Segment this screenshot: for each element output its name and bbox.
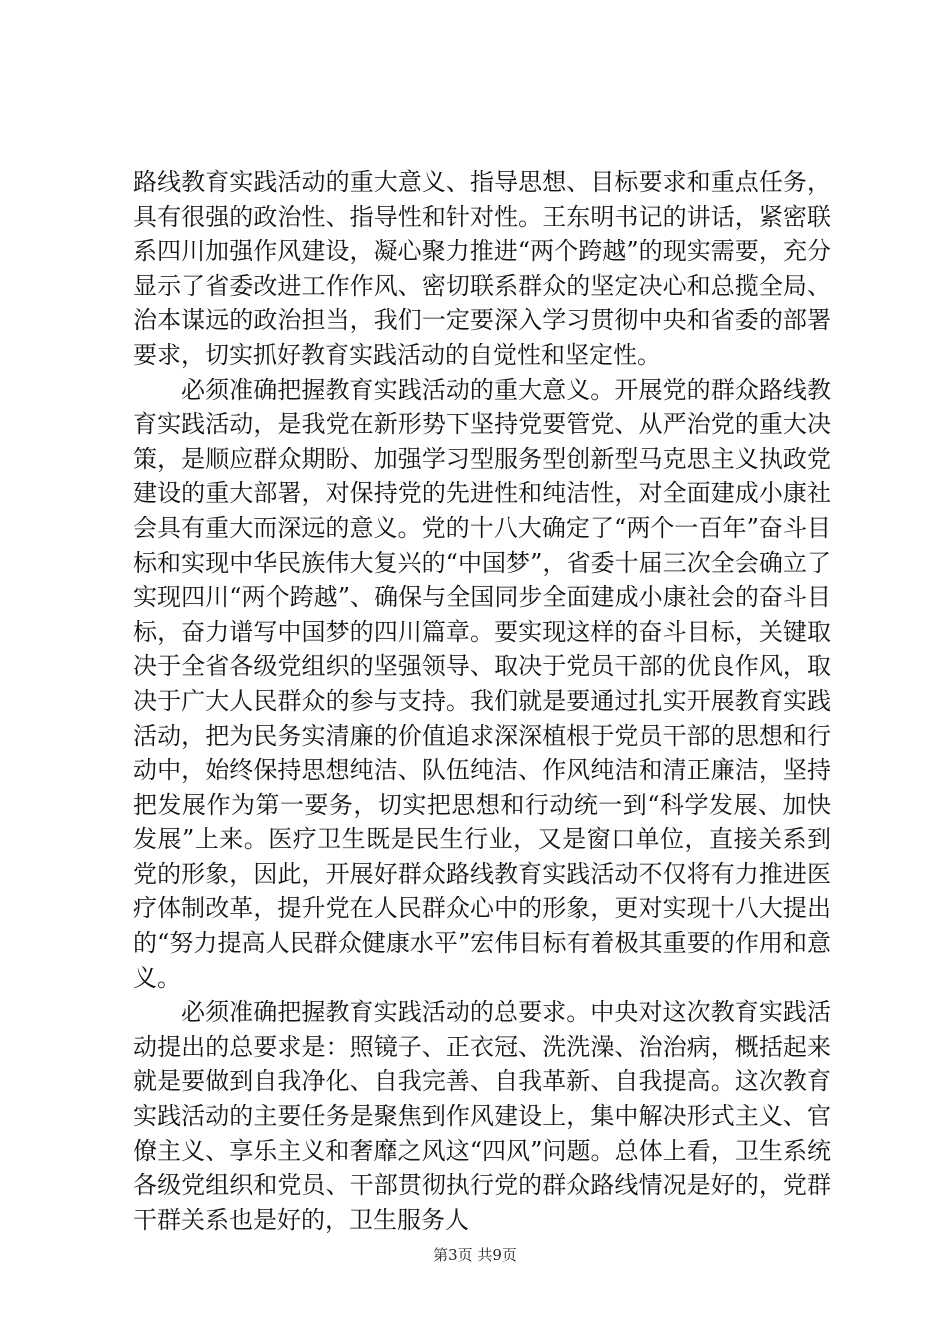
- page-footer: 第3页 共9页: [433, 1246, 517, 1264]
- paragraph-significance: 必须准确把握教育实践活动的重大意义。开展党的群众路线教育实践活动，是我党在新形势下坚持党要管党、从严治党的重大决策，是顺应群众期盼、加强学习型服务型创新型马克思主义执政党建设的重大部署，对保持党的先进性和纯洁性，对全面建成小康社会具有重大而深远的意义。党的十八大确定了“两个一百年”奋斗目标和实现中华民族伟大复兴的“中国梦”，省委十届三次全会确立了实现四川“两个跨越”、确保与全国同步全面建成小康社会的奋斗目标，奋力谱写中国梦的四川篇章。要实现这样的奋斗目标，关键取决于全省各级党组织的坚强领导、取决于党员干部的优良作风，取决于广大人民群众的参与支持。我们就是要通过扎实开展教育实践活动，把为民务实清廉的价值追求深深植根于党员干部的思想和行动中，始终保持思想纯洁、队伍纯洁、作风纯洁和清正廉洁，坚持把发展作为第一要务，切实把思想和行动统一到“科学发展、加快发展”上来。医疗卫生既是民生行业，又是窗口单位，直接关系到党的形象，因此，开展好群众路线教育实践活动不仅将有力推进医疗体制改革，提升党在人民群众心中的形象，更对实现十八大提出的“努力提高人民群众健康水平”宏伟目标有着极其重要的作用和意义。: [133, 375, 831, 992]
- paragraph-continuation: 路线教育实践活动的重大意义、指导思想、目标要求和重点任务，具有很强的政治性、指导性和针对性。王东明书记的讲话，紧密联系四川加强作风建设，凝心聚力推进“两个跨越”的现实需要，充分显示了省委改进工作作风、密切联系群众的坚定决心和总揽全局、治本谋远的政治担当，我们一定要深入学习贯彻中央和省委的部署要求，切实抓好教育实践活动的自觉性和坚定性。: [133, 168, 831, 369]
- document-body: [133, 165, 831, 1237]
- paragraph-requirements: 必须准确把握教育实践活动的总要求。中央对这次教育实践活动提出的总要求是：照镜子、正衣冠、洗洗澡、治治病，概括起来就是要做到自我净化、自我完善、自我革新、自我提高。这次教育实践活动的主要任务是聚焦到作风建设上，集中解决形式主义、官僚主义、享乐主义和奢靡之风这“四风”问题。总体上看，卫生系统各级党组织和党员、干部贯彻执行党的群众路线情况是好的，党群干群关系也是好的，卫生服务人: [133, 998, 831, 1234]
